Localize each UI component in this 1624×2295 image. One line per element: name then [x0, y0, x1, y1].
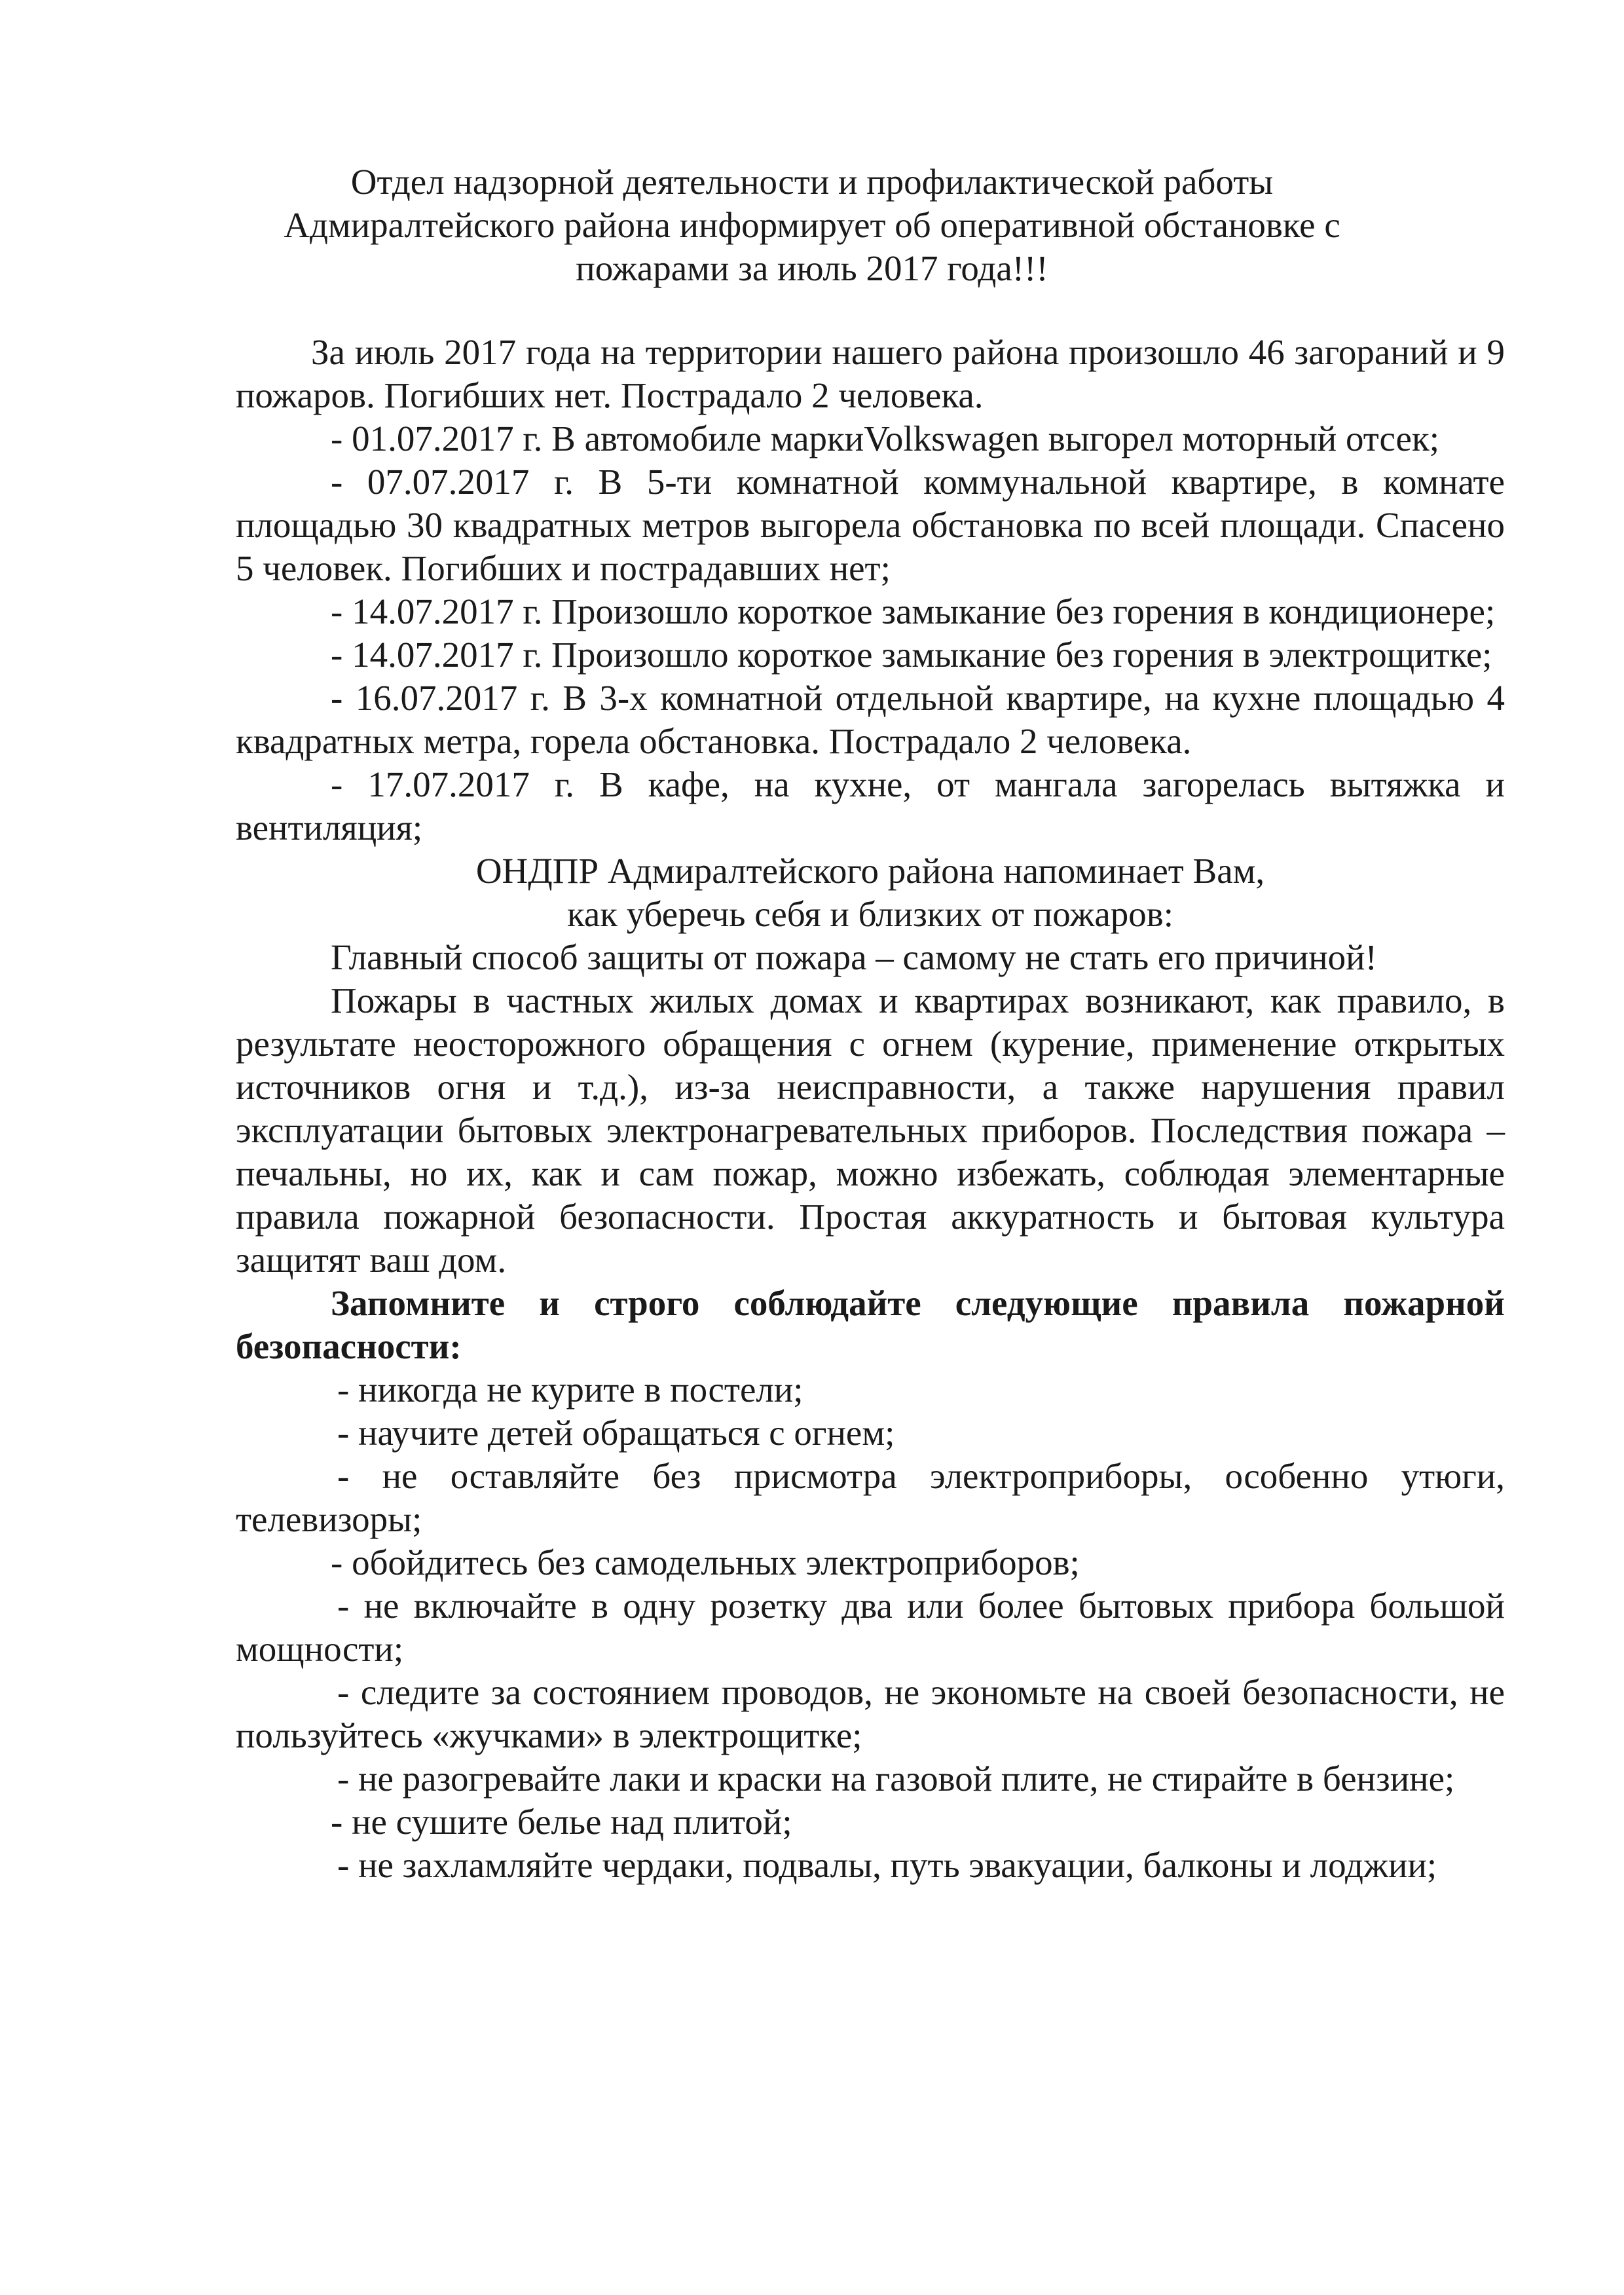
title-line-1: Отдел надзорной деятельности и профилактической работы: [350, 162, 1274, 202]
rules-heading: Запомните и строго соблюдайте следующие правила пожарной безопасности:: [236, 1283, 1505, 1366]
rule-item: - не включайте в одну розетку два или более бытовых прибора большой мощности;: [236, 1586, 1505, 1669]
incident-item: - 14.07.2017 г. Произошло короткое замыкание без горения в электрощитке;: [331, 635, 1492, 675]
document-title: [196, 160, 1428, 290]
incident-item: - 14.07.2017 г. Произошло короткое замыкание без горения в кондиционере;: [331, 591, 1496, 631]
reminder-line-1: ОНДПР Адмиралтейского района напоминает Вам,: [475, 851, 1265, 891]
rule-item: - научите детей обращаться с огнем;: [337, 1413, 895, 1453]
rule-item: - не оставляйте без присмотра электроприборы, особенно утюги, телевизоры;: [236, 1456, 1505, 1539]
summary-paragraph: За июль 2017 года на территории нашего района произошло 46 загораний и 9 пожаров. Погибших нет. Пострадало 2 человека.: [236, 332, 1505, 415]
rule-item: - никогда не курите в постели;: [337, 1370, 803, 1409]
reminder-line-2: как уберечь себя и близких от пожаров:: [566, 894, 1173, 934]
rule-item: - следите за состоянием проводов, не экономьте на своей безопасности, не пользуйтесь «жучками» в электрощитке;: [236, 1672, 1505, 1755]
incident-item: - 16.07.2017 г. В 3-х комнатной отдельной квартире, на кухне площадью 4 квадратных метра, горела обстановка. Пострадало 2 человека.: [236, 678, 1505, 761]
rule-item: - не захламляйте чердаки, подвалы, путь эвакуации, балконы и лоджии;: [337, 1845, 1437, 1885]
main-rule: Главный способ защиты от пожара – самому не стать его причиной!: [331, 937, 1377, 977]
rule-item: - обойдитесь без самодельных электроприборов;: [331, 1542, 1080, 1582]
title-line-3: пожарами за июль 2017 года!!!: [576, 248, 1048, 288]
incident-item: - 17.07.2017 г. В кафе, на кухне, от мангала загорелась вытяжка и вентиляция;: [236, 764, 1505, 848]
rule-item: - не разогревайте лаки и краски на газовой плите, не стирайте в бензине;: [337, 1759, 1455, 1799]
rule-item: - не сушите белье над плитой;: [331, 1802, 792, 1842]
incident-item: - 01.07.2017 г. В автомобиле маркиVolkswagen выгорел моторный отсек;: [331, 419, 1439, 458]
document-body: [236, 331, 1505, 1887]
causes-paragraph: Пожары в частных жилых домах и квартирах возникают, как правило, в результате неосторожного обращения с огнем (курение, применение открытых источников огня и т.д.), из-за неисправности, а также нарушения правил эксплуатации бытовых электронагревательных приборов. Последствия пожара – печальны, но их, как и сам пожар, можно избежать, соблюдая элементарные правила пожарной безопасности. Простая аккуратность и бытовая культура защитят ваш дом.: [236, 980, 1505, 1280]
incident-item: - 07.07.2017 г. В 5-ти комнатной коммунальной квартире, в комнате площадью 30 квадратных метров выгорела обстановка по всей площади. Спасено 5 человек. Погибших и пострадавших нет;: [236, 462, 1505, 588]
title-line-2: Адмиралтейского района информирует об оперативной обстановке с: [284, 205, 1340, 245]
